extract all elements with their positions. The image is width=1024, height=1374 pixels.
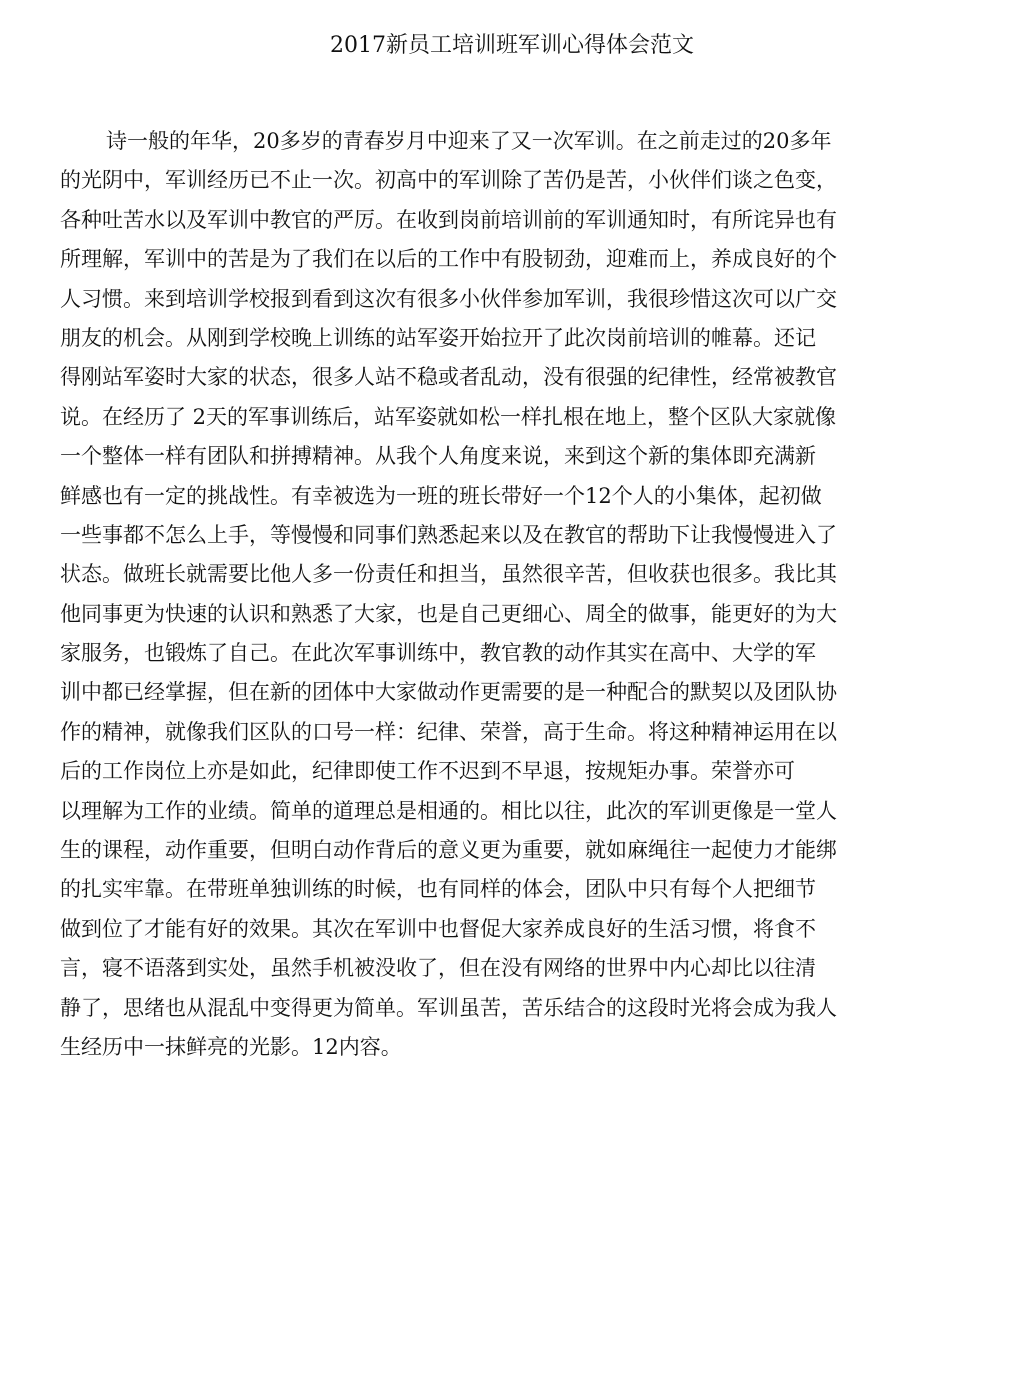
body-line: 的光阴中，军训经历已不止一次。初高中的军训除了苦仍是苦，小伙伴们谈之色变， <box>60 168 837 193</box>
body-line: 作的精神，就像我们区队的口号一样：纪律、荣誉，高于生命。将这种精神运用在以 <box>60 719 837 744</box>
body-line: 朋友的机会。从刚到学校晚上训练的站军姿开始拉开了此次岗前培训的帷幕。还记 <box>60 325 816 350</box>
body-line: 训中都已经掌握，但在新的团体中大家做动作更需要的是一种配合的默契以及团队协 <box>60 680 837 705</box>
body-line: 家服务，也锻炼了自己。在此次军事训练中，教官教的动作其实在高中、大学的军 <box>60 641 816 666</box>
body-line: 所理解，军训中的苦是为了我们在以后的工作中有股韧劲，迎难而上，养成良好的个 <box>60 247 837 272</box>
body-line: 得刚站军姿时大家的状态，很多人站不稳或者乱动，没有很强的纪律性，经常被教官 <box>60 365 837 390</box>
body-line: 言，寝不语落到实处，虽然手机被没收了，但在没有网络的世界中内心却比以往清 <box>60 956 816 981</box>
body-line: 状态。做班长就需要比他人多一份责任和担当，虽然很辛苦，但收获也很多。我比其 <box>60 562 837 587</box>
body-line: 生的课程，动作重要，但明白动作背后的意义更为重要，就如麻绳往一起使力才能绑 <box>60 838 837 863</box>
body-line: 的扎实牢靠。在带班单独训练的时候，也有同样的体会，团队中只有每个人把细节 <box>60 877 816 902</box>
body-line: 后的工作岗位上亦是如此，纪律即使工作不迟到不早退，按规矩办事。荣誉亦可 <box>60 759 795 784</box>
body-line: 鲜感也有一定的挑战性。有幸被选为一班的班长带好一个12个人的小集体，起初做 <box>60 483 822 508</box>
body-line: 诗一般的年华，20多岁的青春岁月中迎来了又一次军训。在之前走过的20多年 <box>106 129 832 153</box>
body-line: 一个整体一样有团队和拼搏精神。从我个人角度来说，来到这个新的集体即充满新 <box>60 444 816 469</box>
body-line: 说。在经历了 2天的军事训练后，站军姿就如松一样扎根在地上，整个区队大家就像 <box>60 404 837 429</box>
body-line: 生经历中一抹鲜亮的光影。12内容。 <box>60 1034 402 1059</box>
document-body <box>60 122 940 1067</box>
body-line: 以理解为工作的业绩。简单的道理总是相通的。相比以往，此次的军训更像是一堂人 <box>60 798 837 823</box>
body-line: 一些事都不怎么上手，等慢慢和同事们熟悉起来以及在教官的帮助下让我慢慢进入了 <box>60 522 837 547</box>
document-title: 2017新员工培训班军训心得体会范文 <box>330 33 694 58</box>
body-line: 他同事更为快速的认识和熟悉了大家，也是自己更细心、周全的做事，能更好的为大 <box>60 601 837 626</box>
body-line: 做到位了才能有好的效果。其次在军训中也督促大家养成良好的生活习惯，将食不 <box>60 916 816 941</box>
body-line: 静了，思绪也从混乱中变得更为简单。军训虽苦，苦乐结合的这段时光将会成为我人 <box>60 995 837 1020</box>
body-line: 各种吐苦水以及军训中教官的严厉。在收到岗前培训前的军训通知时，有所诧异也有 <box>60 207 837 232</box>
body-line: 人习惯。来到培训学校报到看到这次有很多小伙伴参加军训，我很珍惜这次可以广交 <box>60 286 837 311</box>
